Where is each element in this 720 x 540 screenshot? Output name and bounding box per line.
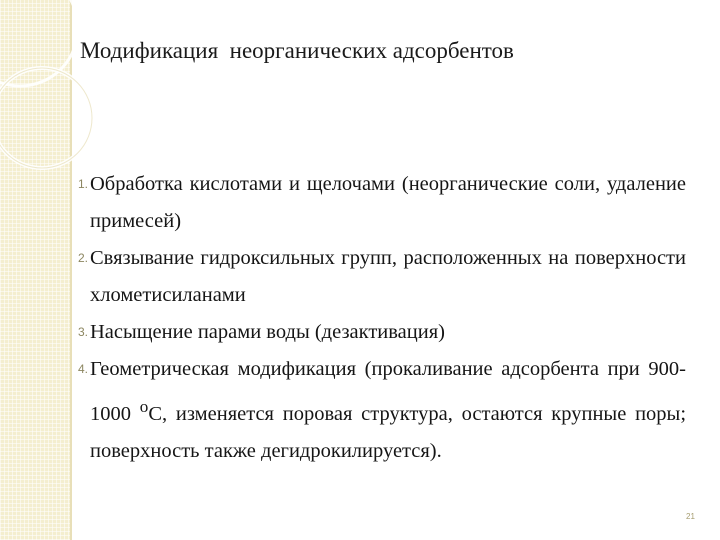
list-item-text: Обработка кислотами и щелочами (неорганические соли, удаление примесей) <box>90 173 686 232</box>
list-item-text: Насыщение парами воды (дезактивация) <box>90 321 445 343</box>
list-item-number: 4. <box>77 362 88 376</box>
list-item <box>60 240 686 314</box>
list-item-text-part: С, изменяется поровая структура, остаются крупные поры; поверхность также дегидрокилируется). <box>90 402 687 462</box>
list-item-number: 2. <box>77 251 88 265</box>
list-item <box>60 166 686 240</box>
list-item-number: 3. <box>77 325 88 339</box>
list-item-number: 1. <box>77 177 88 191</box>
degree-superscript: о <box>139 397 149 416</box>
slide-title: Модификация неорганических адсорбентов <box>80 38 514 63</box>
list-item-text <box>90 351 686 470</box>
page-number: 21 <box>686 512 695 521</box>
list-item-text: Связывание гидроксильных групп, расположенных на поверхности хлометисиланами <box>90 247 686 306</box>
numbered-list <box>60 166 686 470</box>
list-item <box>60 351 686 470</box>
list-item-text-part: Геометрическая модификация (прокаливание адсорбента при 900-1000 <box>90 358 686 425</box>
list-item <box>60 314 686 351</box>
